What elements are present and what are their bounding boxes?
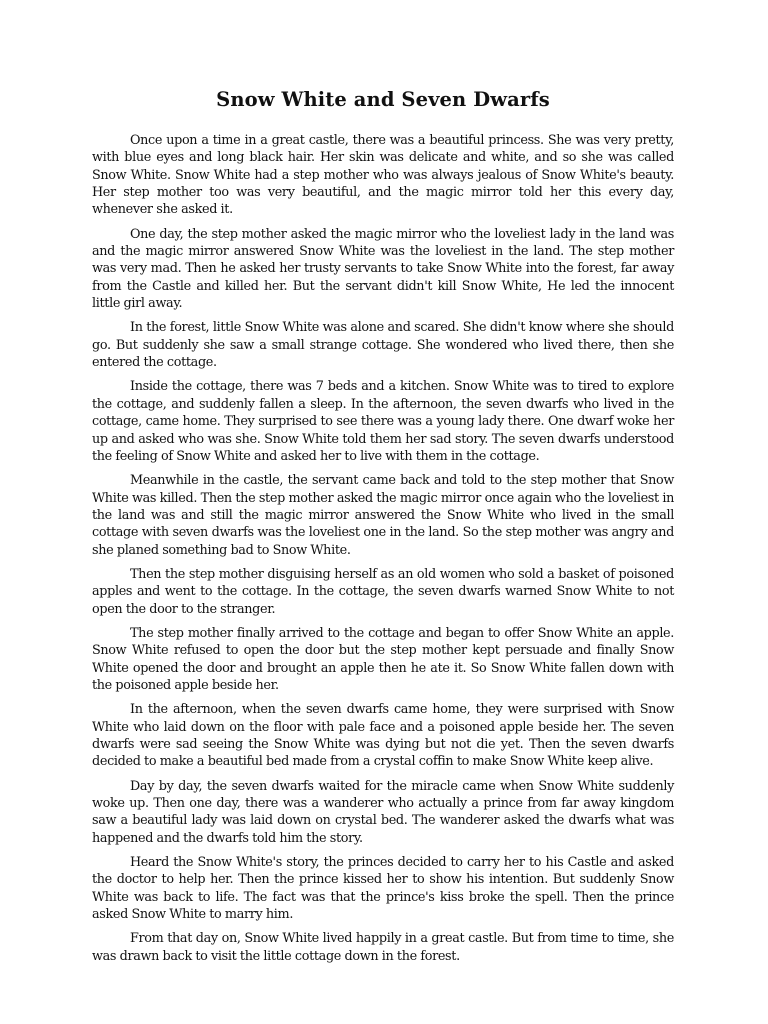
paragraph-2: One day, the step mother asked the magic mirror who the loveliest lady in the land was and the magic mirror answered Snow White was the loveliest in the land. The step mother was very mad. Then he asked her trusty servants to take Snow White into the forest, far away from the Castle and killed her. But the servant didn't kill Snow White, He led the innocent little girl away. [92,226,674,312]
paragraph-5: Meanwhile in the castle, the servant came back and told to the step mother that Snow White was killed. Then the step mother asked the magic mirror once again who the loveliest in the land was and still the magic mirror answered the Snow White who lived in the small cottage with seven dwarfs was the loveliest one in the land. So the step mother was angry and she planed something bad to Snow White. [92,473,674,558]
paragraph-7: The step mother finally arrived to the cottage and began to offer Snow White an apple. Snow White refused to open the door but the step mother kept persuade and finally Snow White opened the door and brought an apple then he ate it. So Snow White fallen down with the poisoned apple beside her. [92,625,674,693]
paragraph-9: Day by day, the seven dwarfs waited for the miracle came when Snow White suddenly woke up. Then one day, there was a wanderer who actually a prince from far away kingdom saw a beautiful lady was laid down on crystal bed. The wanderer asked the dwarfs what was happened and the dwarfs told him the story. [92,778,674,846]
paragraph-4: Inside the cottage, there was 7 beds and a kitchen. Snow White was to tired to explore the cottage, and suddenly fallen a sleep. In the afternoon, the seven dwarfs who lived in the cottage, came home. They surprised to see there was a young lady there. One dwarf woke her up and asked who was she. Snow White told them her sad story. The seven dwarfs understood the feeling of Snow White and asked her to live with them in the cottage. [92,379,674,464]
paragraph-11: From that day on, Snow White lived happily in a great castle. But from time to time, she was drawn back to visit the little cottage down in the forest. [92,931,674,964]
document-page [92,86,674,972]
paragraph-8: In the afternoon, when the seven dwarfs came home, they were surprised with Snow White who laid down on the floor with pale face and a poisoned apple beside her. The seven dwarfs were sad seeing the Snow White was dying but not die yet. Then the seven dwarfs decided to make a beautiful bed made from a crystal coffin to make Snow White keep alive. [92,702,674,770]
page-title: Snow White and Seven Dwarfs [216,88,550,111]
paragraph-1: Once upon a time in a great castle, there was a beautiful princess. She was very pretty, with blue eyes and long black hair. Her skin was delicate and white, and so she was called Snow White. Snow White had a step mother who was always jealous of Snow White's beauty. Her step mother too was very beautiful, and the magic mirror told her this every day, whenever she asked it. [92,133,674,218]
paragraph-10: Heard the Snow White's story, the princes decided to carry her to his Castle and asked the doctor to help her. Then the prince kissed her to show his intention. But suddenly Snow White was back to life. The fact was that the prince's kiss broke the spell. Then the prince asked Snow White to marry him. [92,855,674,923]
paragraph-6: Then the step mother disguising herself as an old women who sold a basket of poisoned apples and went to the cottage. In the cottage, the seven dwarfs warned Snow White to not open the door to the stranger. [92,566,674,617]
paragraph-3: In the forest, little Snow White was alone and scared. She didn't know where she should go. But suddenly she saw a small strange cottage. She wondered who lived there, then she entered the cottage. [92,320,674,371]
